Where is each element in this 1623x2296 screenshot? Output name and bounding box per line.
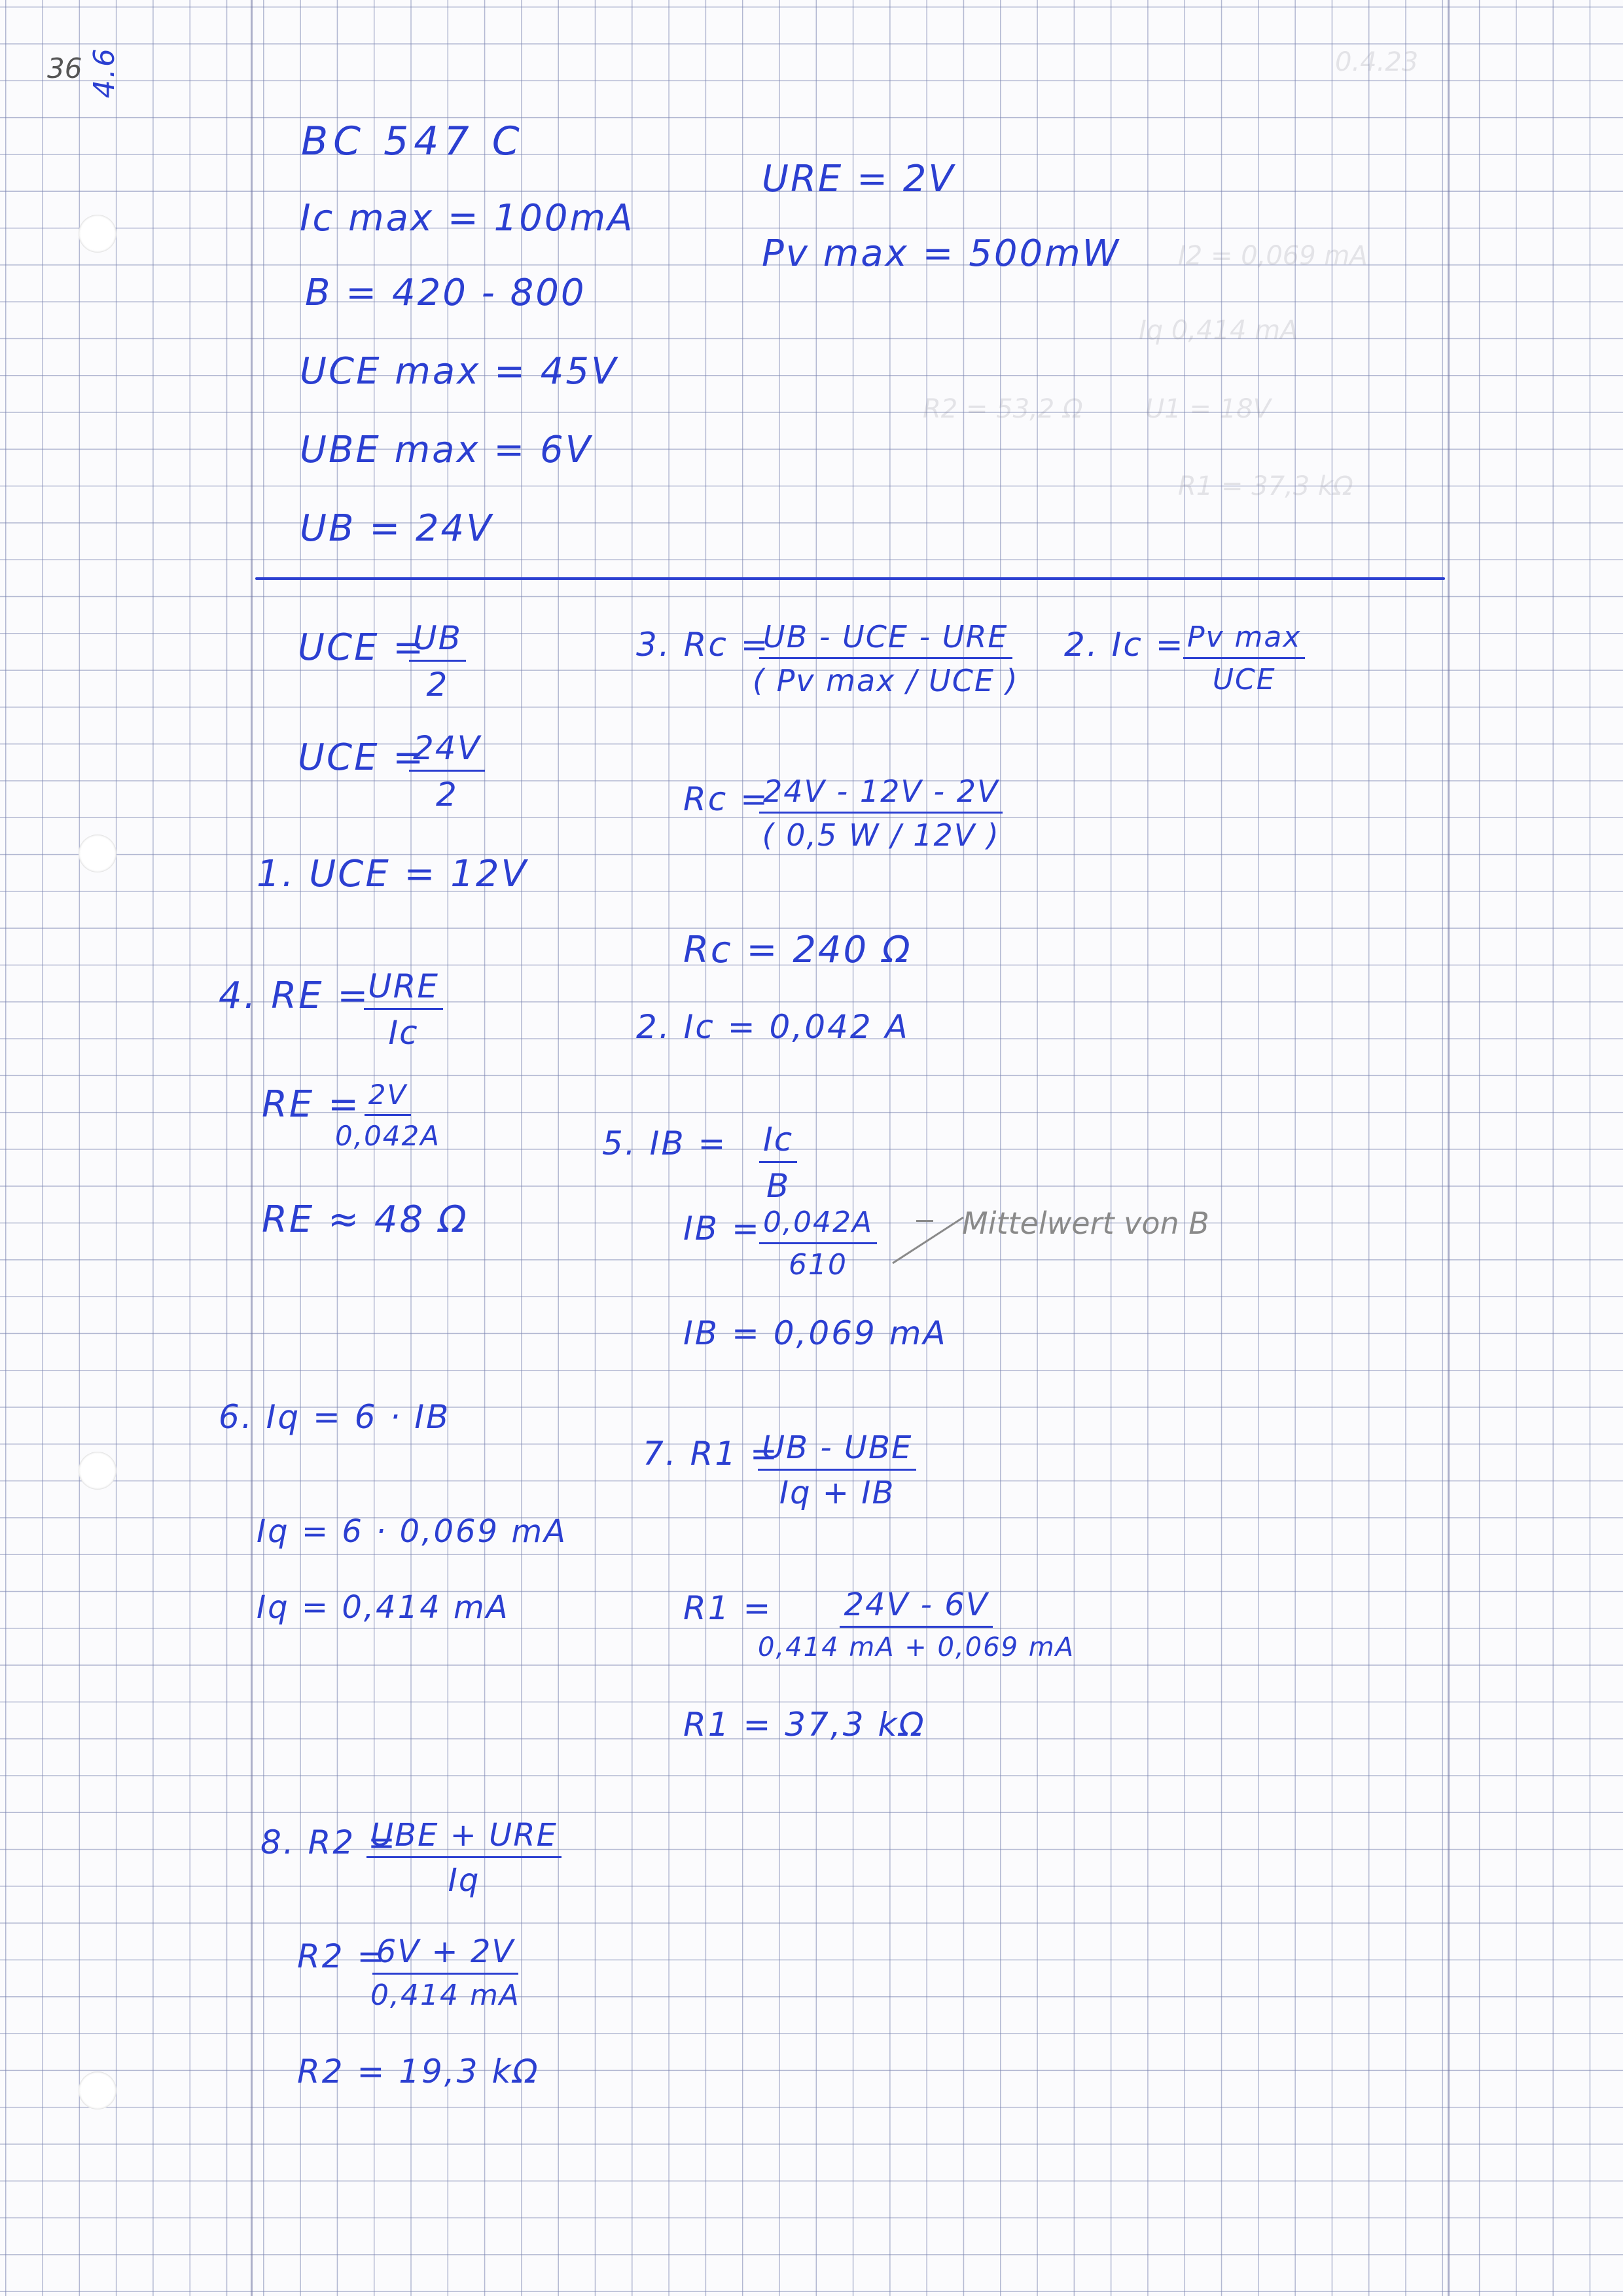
denominator: 2: [436, 776, 458, 814]
given-ub: UB = 24V: [300, 507, 493, 550]
substitution-label: UCE =: [298, 736, 426, 779]
fraction: [370, 1933, 520, 2012]
pencil-arrow: [890, 1204, 969, 1270]
denominator: Iq + IB: [779, 1475, 895, 1511]
page-number: 36: [47, 52, 82, 84]
right-margin-line: [1448, 0, 1450, 2296]
note-mittelwert: Mittelwert von B: [962, 1206, 1209, 1241]
denominator: 0,042A: [335, 1120, 440, 1152]
numerator: 24V: [409, 732, 485, 772]
transistor-type: BC 547 C: [301, 118, 525, 164]
given-ic-max: Ic max = 100mA: [300, 197, 635, 240]
given-pv-max: Pv max = 500mW: [762, 232, 1121, 275]
punch-hole: [79, 834, 116, 872]
fraction: [759, 1121, 797, 1205]
substitution-label: R2 =: [297, 1937, 387, 1975]
formula: 6. Iq = 6 · IB: [219, 1398, 451, 1436]
section-divider: [255, 577, 1445, 580]
formula-label: 4. RE =: [219, 975, 370, 1017]
fraction: [335, 1081, 440, 1150]
fraction: [409, 619, 466, 704]
fraction: [753, 619, 1019, 698]
step2-ic-result: 2. Ic = 0,042 A: [636, 1008, 910, 1046]
fraction: [759, 1208, 877, 1280]
substitution-label: RE =: [262, 1083, 361, 1126]
numerator: UB - UCE - URE: [759, 622, 1012, 659]
result: Iq = 0,414 mA: [257, 1589, 510, 1626]
show-through-text: R1 = 37,3 kΩ: [1178, 471, 1353, 501]
formula-label: 8. R2 =: [260, 1823, 397, 1861]
denominator: Iq: [448, 1862, 480, 1899]
substitution: Iq = 6 · 0,069 mA: [257, 1513, 567, 1550]
given-b-range: B = 420 - 800: [305, 272, 586, 314]
show-through-text: R2 = 53,2 Ω: [923, 394, 1083, 424]
numerator: Ic: [759, 1123, 797, 1163]
punch-hole: [79, 215, 116, 253]
fraction: [759, 774, 1003, 853]
given-ure: URE = 2V: [762, 158, 955, 200]
side-note: 4.6: [88, 46, 121, 98]
result: Rc = 240 Ω: [683, 929, 912, 971]
result: IB = 0,069 mA: [683, 1314, 948, 1352]
show-through-text: I2 = 0,069 mA: [1178, 241, 1368, 271]
substitution-label: R1 =: [683, 1589, 773, 1627]
denominator: Ic: [388, 1014, 419, 1052]
denominator: ( 0,5 W / 12V ): [762, 817, 1000, 853]
show-through-text: 0.4.23: [1335, 47, 1419, 77]
numerator: 0,042A: [759, 1208, 877, 1244]
fraction: [409, 729, 485, 814]
denominator: B: [766, 1167, 791, 1205]
given-uce-max: UCE max = 45V: [300, 350, 618, 393]
numerator: URE: [364, 970, 443, 1010]
numerator: Pv max: [1183, 623, 1305, 659]
numerator: 6V + 2V: [372, 1936, 518, 1975]
denominator: UCE: [1212, 663, 1276, 696]
substitution-label: Rc =: [683, 780, 770, 818]
result: RE ≈ 48 Ω: [262, 1198, 469, 1241]
denominator: 2: [426, 666, 449, 704]
result: R1 = 37,3 kΩ: [683, 1706, 926, 1744]
numerator: 24V - 12V - 2V: [759, 776, 1003, 814]
numerator: UB - UBE: [758, 1432, 916, 1471]
denominator: 0,414 mA: [370, 1979, 520, 2012]
formula-label: 3. Rc =: [636, 626, 770, 664]
formula-label: UCE =: [298, 626, 426, 669]
substitution-label: IB =: [683, 1210, 761, 1247]
numerator: 24V - 6V: [840, 1589, 992, 1628]
punch-hole: [79, 1452, 116, 1490]
result: R2 = 19,3 kΩ: [297, 2053, 540, 2090]
given-ube-max: UBE max = 6V: [300, 429, 593, 471]
formula-label: 2. Ic =: [1064, 626, 1185, 664]
denominator: ( Pv max / UCE ): [753, 663, 1019, 698]
show-through-text: Iq 0,414 mA: [1139, 315, 1298, 346]
denominator: 0,414 mA + 0,069 mA: [758, 1632, 1075, 1662]
numerator: UB: [409, 622, 466, 662]
fraction: [366, 1817, 562, 1899]
left-margin-line: [251, 0, 253, 2296]
fraction: [1183, 620, 1305, 696]
formula-label: 5. IB =: [602, 1124, 728, 1162]
denominator: 610: [789, 1248, 848, 1282]
numerator: 2V: [365, 1081, 411, 1116]
numerator: UBE + URE: [366, 1820, 562, 1858]
formula-label: 7. R1 =: [643, 1435, 779, 1473]
punch-hole: [79, 2072, 116, 2109]
fraction: [758, 1589, 1075, 1660]
fraction: [758, 1429, 916, 1511]
fraction: [364, 967, 443, 1052]
result: 1. UCE = 12V: [257, 853, 528, 895]
show-through-text: U1 = 18V: [1145, 394, 1271, 424]
